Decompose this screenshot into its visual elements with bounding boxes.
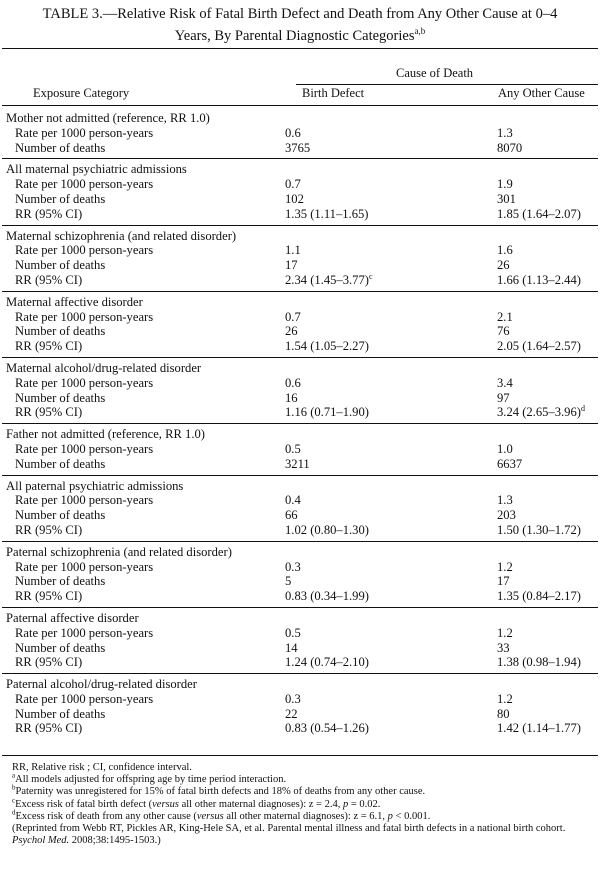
row-label: Rate per 1000 person-years — [15, 441, 154, 456]
group-label: Maternal alcohol/drug-related disorder — [6, 360, 202, 375]
row-label: Number of deaths — [15, 508, 106, 523]
other-cause-cell — [497, 626, 513, 641]
group-label: Mother not admitted (reference, RR 1.0) — [6, 111, 210, 125]
group-row — [0, 479, 600, 494]
birth-defect-value: 102 — [285, 191, 304, 206]
footnote-c: $^c$Excess risk of fatal birth defect (versus all other maternal diagnoses): z = 2.4, p = 0.02. — [12, 796, 381, 810]
group-label: All paternal psychiatric admissions — [6, 478, 184, 493]
other-cause-value: 3.24 (2.65–3.96) — [497, 405, 581, 420]
other-cause-value: 1.9 — [497, 177, 513, 192]
row-label: Rate per 1000 person-years — [15, 691, 154, 706]
group-label: Maternal schizophrenia (and related disorder) — [6, 228, 237, 243]
table-row — [0, 589, 600, 604]
birth-defect-cell — [285, 192, 304, 207]
row-label: Number of deaths — [15, 456, 106, 471]
other-cause-cell — [497, 324, 510, 339]
row-label: Rate per 1000 person-years — [15, 243, 154, 258]
birth-defect-cell — [285, 508, 298, 523]
table-row — [0, 126, 600, 141]
footnote-a: $^a$All models adjusted for offspring age by time period interaction. — [12, 771, 287, 786]
row-label: Number of deaths — [15, 140, 106, 155]
group-row — [0, 545, 600, 560]
birth-defect-cell — [285, 207, 368, 222]
birth-defect-value: 26 — [285, 324, 298, 339]
table-row — [0, 707, 600, 722]
birth-defect-value: 1.35 (1.11–1.65) — [285, 206, 369, 221]
footnote-abbrev: RR, Relative risk ; CI, confidence interval. — [12, 762, 192, 773]
birth-defect-value: 1.24 (0.74–2.10) — [285, 655, 369, 670]
other-cause-cell — [497, 442, 513, 457]
other-cause-cell — [497, 273, 581, 288]
table-row — [0, 405, 600, 420]
other-cause-cell — [497, 721, 581, 736]
group-row — [0, 295, 600, 310]
other-cause-cell — [497, 655, 581, 670]
col-header-exposure: Exposure Category — [33, 86, 130, 100]
table-row — [0, 560, 600, 575]
other-cause-value: 80 — [497, 706, 510, 721]
other-cause-cell — [497, 126, 513, 141]
group-separator — [2, 423, 598, 424]
birth-defect-value: 0.3 — [285, 691, 301, 706]
group-separator — [2, 158, 598, 159]
birth-defect-cell — [285, 310, 301, 325]
table-row — [0, 273, 600, 288]
table-title-line2: Years, By Parental Diagnostic Categories — [174, 27, 415, 44]
birth-defect-cell — [285, 692, 301, 707]
other-cause-cell — [497, 376, 513, 391]
other-cause-cell — [497, 243, 513, 258]
table-row — [0, 655, 600, 670]
other-cause-value: 1.42 (1.14–1.77) — [497, 721, 581, 736]
other-cause-cell — [497, 523, 581, 538]
birth-defect-value: 0.5 — [285, 441, 301, 456]
row-label: RR (95% CI) — [15, 655, 83, 670]
table-row — [0, 207, 600, 222]
col-header-birth-defect: Birth Defect — [302, 86, 365, 100]
table-row — [0, 457, 600, 472]
group-separator — [2, 541, 598, 542]
other-cause-cell — [497, 641, 510, 656]
birth-defect-value: 66 — [285, 508, 298, 523]
birth-defect-cell — [285, 707, 298, 722]
bottom-rule — [2, 755, 598, 756]
birth-defect-cell — [285, 457, 310, 472]
table-row — [0, 177, 600, 192]
birth-defect-value: 14 — [285, 640, 298, 655]
table-row — [0, 493, 600, 508]
other-cause-cell — [497, 405, 585, 420]
birth-defect-value: 1.54 (1.05–2.27) — [285, 339, 369, 354]
table-title-sup: a,b — [414, 26, 426, 36]
birth-defect-value: 1.1 — [285, 243, 301, 258]
other-cause-value: 1.66 (1.13–2.44) — [497, 272, 581, 287]
birth-defect-value: 16 — [285, 390, 298, 405]
birth-defect-value: 0.4 — [285, 493, 301, 508]
table-row — [0, 523, 600, 538]
birth-defect-value: 0.5 — [285, 625, 301, 640]
birth-defect-cell — [285, 243, 301, 258]
group-row — [0, 111, 600, 126]
birth-defect-cell — [285, 405, 369, 420]
birth-defect-cell — [285, 141, 310, 156]
table-row — [0, 324, 600, 339]
table-row — [0, 574, 600, 589]
other-cause-cell — [497, 508, 516, 523]
row-label: RR (95% CI) — [15, 721, 83, 736]
birth-defect-cell — [285, 126, 301, 141]
birth-defect-cell — [285, 273, 373, 288]
birth-defect-value: 0.6 — [285, 125, 301, 140]
row-label: RR (95% CI) — [15, 522, 83, 537]
other-cause-value: 1.3 — [497, 493, 513, 508]
birth-defect-value: 0.3 — [285, 559, 301, 574]
other-cause-value: 1.2 — [497, 559, 513, 574]
other-cause-value: 1.0 — [497, 441, 513, 456]
birth-defect-value: 0.83 (0.34–1.99) — [285, 589, 369, 604]
birth-defect-value: 1.16 (0.71–1.90) — [285, 405, 369, 420]
birth-defect-cell — [285, 574, 291, 589]
birth-defect-value: 2.34 (1.45–3.77) — [285, 272, 369, 287]
other-cause-value: 203 — [497, 508, 516, 523]
group-separator — [2, 357, 598, 358]
other-cause-value: 301 — [497, 191, 516, 206]
other-cause-cell — [497, 692, 513, 707]
row-label: RR (95% CI) — [15, 272, 83, 287]
table-row — [0, 376, 600, 391]
other-cause-cell — [497, 141, 522, 156]
table-row — [0, 641, 600, 656]
birth-defect-value: 22 — [285, 706, 298, 721]
table-row — [0, 391, 600, 406]
other-cause-value: 1.85 (1.64–2.07) — [497, 206, 581, 221]
other-cause-cell — [497, 310, 513, 325]
other-cause-cell — [497, 192, 516, 207]
row-label: RR (95% CI) — [15, 405, 83, 420]
footnotes — [12, 762, 592, 847]
table-row — [0, 310, 600, 325]
table-title — [4, 6, 596, 45]
other-cause-value: 1.50 (1.30–1.72) — [497, 522, 581, 537]
group-label: Father not admitted (reference, RR 1.0) — [6, 427, 205, 442]
birth-defect-cell — [285, 391, 298, 406]
birth-defect-sup: c — [368, 271, 373, 281]
other-cause-value: 97 — [497, 390, 510, 405]
row-label: Rate per 1000 person-years — [15, 125, 154, 140]
group-label: Paternal alcohol/drug-related disorder — [6, 677, 197, 692]
row-label: Number of deaths — [15, 324, 106, 339]
row-label: Number of deaths — [15, 640, 106, 655]
other-cause-value: 1.38 (0.98–1.94) — [497, 655, 581, 670]
other-cause-cell — [497, 574, 510, 589]
birth-defect-cell — [285, 655, 369, 670]
birth-defect-cell — [285, 339, 369, 354]
birth-defect-value: 1.02 (0.80–1.30) — [285, 522, 369, 537]
other-cause-cell — [497, 457, 522, 472]
birth-defect-cell — [285, 523, 369, 538]
group-row — [0, 229, 600, 244]
other-cause-value: 33 — [497, 640, 510, 655]
birth-defect-value: 0.7 — [285, 177, 301, 192]
birth-defect-cell — [285, 442, 301, 457]
other-cause-value: 1.2 — [497, 691, 513, 706]
other-cause-value: 76 — [497, 324, 510, 339]
reprint-note: (Reprinted from Webb RT, Pickles AR, King-Hele SA, et al. Parental mental illness and fatal birth defects in a national birth cohort. Psychol Med. 2008;38:1495-1503.) — [12, 823, 566, 847]
other-cause-cell — [497, 207, 581, 222]
other-cause-cell — [497, 177, 513, 192]
group-row — [0, 677, 600, 692]
row-label: Rate per 1000 person-years — [15, 309, 154, 324]
header-rule — [2, 105, 598, 106]
other-cause-value: 17 — [497, 574, 510, 589]
top-rule — [2, 48, 598, 49]
table-row — [0, 141, 600, 156]
other-cause-value: 2.05 (1.64–2.57) — [497, 339, 581, 354]
table-row — [0, 339, 600, 354]
group-row — [0, 361, 600, 376]
birth-defect-value: 0.7 — [285, 309, 301, 324]
birth-defect-cell — [285, 560, 301, 575]
row-label: Number of deaths — [15, 574, 106, 589]
birth-defect-cell — [285, 258, 298, 273]
row-label: Rate per 1000 person-years — [15, 559, 154, 574]
group-label: Maternal affective disorder — [6, 294, 143, 309]
footnote-d: $^d$Excess risk of death from any other cause (versus all other maternal diagnoses): z = 6.1, p < 0.001. — [12, 808, 431, 822]
row-label: Rate per 1000 person-years — [15, 177, 154, 192]
other-cause-cell — [497, 707, 510, 722]
birth-defect-cell — [285, 324, 298, 339]
row-label: Rate per 1000 person-years — [15, 375, 154, 390]
other-cause-cell — [497, 258, 510, 273]
birth-defect-cell — [285, 589, 369, 604]
other-cause-value: 1.6 — [497, 243, 513, 258]
table-row — [0, 442, 600, 457]
group-separator — [2, 225, 598, 226]
group-separator — [2, 607, 598, 608]
birth-defect-cell — [285, 177, 301, 192]
table-body — [0, 111, 600, 736]
row-label: Number of deaths — [15, 390, 106, 405]
row-label: Number of deaths — [15, 258, 106, 273]
birth-defect-cell — [285, 641, 298, 656]
other-cause-value: 8070 — [497, 140, 523, 155]
table-row — [0, 192, 600, 207]
row-label: RR (95% CI) — [15, 206, 83, 221]
spanner-rule — [296, 84, 598, 85]
birth-defect-cell — [285, 721, 369, 736]
other-cause-cell — [497, 391, 510, 406]
other-cause-value: 26 — [497, 258, 510, 273]
row-label: Number of deaths — [15, 706, 106, 721]
table-title-line1: TABLE 3.—Relative Risk of Fatal Birth Defect and Death from Any Other Cause at 0–4 — [42, 6, 558, 22]
group-row — [0, 427, 600, 442]
other-cause-value: 3.4 — [497, 375, 513, 390]
birth-defect-value: 0.6 — [285, 375, 301, 390]
group-label: All maternal psychiatric admissions — [6, 162, 187, 177]
spanner-header: Cause of Death — [396, 66, 474, 80]
other-cause-cell — [497, 560, 513, 575]
other-cause-value: 1.3 — [497, 125, 513, 140]
table-row — [0, 692, 600, 707]
row-label: Rate per 1000 person-years — [15, 625, 154, 640]
group-separator — [2, 673, 598, 674]
other-cause-cell — [497, 339, 581, 354]
birth-defect-cell — [285, 376, 301, 391]
table-row — [0, 626, 600, 641]
other-cause-value: 2.1 — [497, 309, 513, 324]
group-label: Paternal affective disorder — [6, 610, 139, 625]
birth-defect-value: 0.83 (0.54–1.26) — [285, 721, 369, 736]
other-cause-cell — [497, 493, 513, 508]
row-label: Number of deaths — [15, 191, 106, 206]
birth-defect-value: 3211 — [285, 456, 310, 471]
group-separator — [2, 475, 598, 476]
table-row — [0, 243, 600, 258]
other-cause-cell — [497, 589, 581, 604]
row-label: Rate per 1000 person-years — [15, 493, 154, 508]
birth-defect-value: 17 — [285, 258, 298, 273]
table-row — [0, 258, 600, 273]
group-label: Paternal schizophrenia (and related disorder) — [6, 544, 232, 559]
birth-defect-cell — [285, 493, 301, 508]
other-cause-sup: d — [580, 404, 585, 414]
group-separator — [2, 291, 598, 292]
table-row — [0, 508, 600, 523]
other-cause-value: 6637 — [497, 456, 523, 471]
other-cause-value: 1.35 (0.84–2.17) — [497, 589, 581, 604]
group-row — [0, 162, 600, 177]
birth-defect-cell — [285, 626, 301, 641]
footnote-b: $^b$Paternity was unregistered for 15% of fatal birth defects and 18% of deaths from any other cause. — [12, 783, 426, 798]
birth-defect-value: 3765 — [285, 140, 311, 155]
group-row — [0, 611, 600, 626]
row-label: RR (95% CI) — [15, 589, 83, 604]
birth-defect-value: 5 — [285, 574, 292, 589]
row-label: RR (95% CI) — [15, 339, 83, 354]
col-header-other-cause: Any Other Cause — [498, 86, 585, 100]
other-cause-value: 1.2 — [497, 625, 513, 640]
table-row — [0, 721, 600, 736]
